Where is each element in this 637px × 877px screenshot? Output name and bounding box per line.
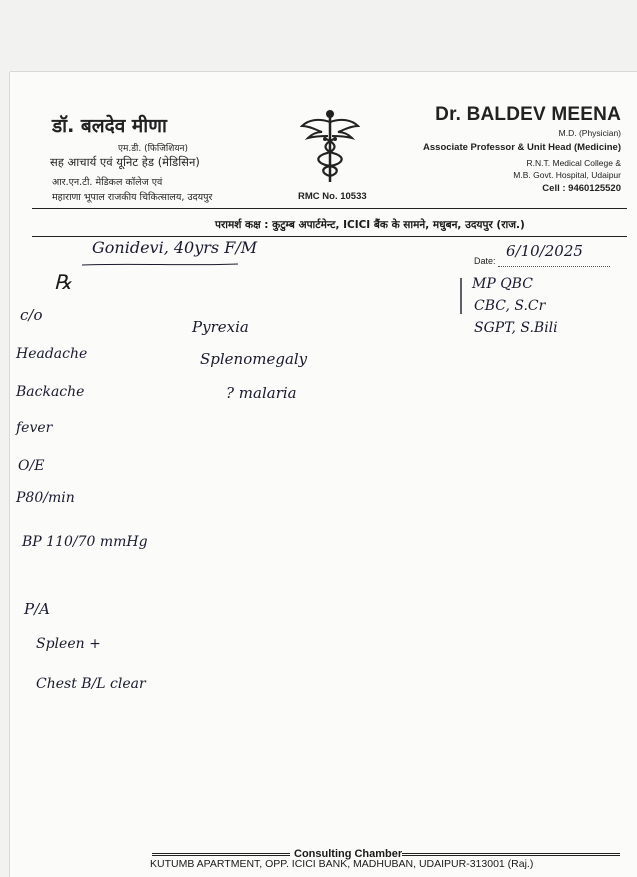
complaint-2: Backache xyxy=(16,384,85,400)
exam-bp: BP 110/70 mmHg xyxy=(22,534,148,550)
header-bottom-rule xyxy=(32,236,627,237)
diagnosis-3: ? malaria xyxy=(226,384,297,402)
diagnosis-2: Splenomegaly xyxy=(200,350,308,368)
consulting-address-hindi: परामर्श कक्ष : कुटुम्ब अपार्टमेन्ट, ICICI बैंक के सामने, मधुबन, उदयपुर (राज.) xyxy=(215,219,525,231)
caduceus-icon xyxy=(300,108,360,184)
exam-pulse: P80/min xyxy=(16,490,75,506)
college-english: R.N.T. Medical College & xyxy=(526,158,621,168)
pa-finding-1: Spleen + xyxy=(36,636,101,652)
investigation-3: SGPT, S.Bili xyxy=(474,320,558,336)
hospital-hindi: महाराणा भूपाल राजकीय चिकित्सालय, उदयपुर xyxy=(52,192,213,203)
header-top-rule xyxy=(32,208,627,209)
designation-english: Associate Professor & Unit Head (Medicine) xyxy=(423,142,621,153)
college-hindi: आर.एन.टी. मेडिकल कॉलेज एवं xyxy=(52,177,163,188)
qualification-hindi: एम.डी. (फिजिशियन) xyxy=(118,144,189,154)
pa-finding-2: Chest B/L clear xyxy=(36,676,146,692)
investigation-2: CBC, S.Cr xyxy=(474,298,546,314)
hospital-english: M.B. Govt. Hospital, Udaipur xyxy=(513,170,621,180)
footer-heading: Consulting Chamber xyxy=(294,848,403,860)
footer-rule-left xyxy=(152,853,290,856)
doctor-name-hindi: डॉ. बलदेव मीणा xyxy=(52,115,167,137)
patient-underline xyxy=(80,262,240,268)
doctor-name-english: Dr. BALDEV MEENA xyxy=(435,104,621,125)
qualification-english: M.D. (Physician) xyxy=(558,128,621,138)
rx-symbol: ℞ xyxy=(54,270,72,294)
rmc-number: RMC No. 10533 xyxy=(298,191,367,202)
pa-title: P/A xyxy=(24,600,50,618)
exam-title: O/E xyxy=(18,458,45,474)
complaints-title: c/o xyxy=(20,306,43,324)
investigation-bracket xyxy=(456,276,466,316)
designation-hindi: सह आचार्य एवं यूनिट हेड (मेडिसिन) xyxy=(50,155,200,169)
footer-address: KUTUMB APARTMENT, OPP. ICICI BANK, MADHUBAN, UDAIPUR-313001 (Raj.) xyxy=(150,858,534,870)
date-label: Date: xyxy=(474,256,496,266)
patient-name: Gonidevi, 40yrs F/M xyxy=(92,238,258,257)
investigation-1: MP QBC xyxy=(472,276,533,292)
date-line xyxy=(498,266,610,267)
diagnosis-1: Pyrexia xyxy=(192,318,249,336)
cell-number: Cell : 9460125520 xyxy=(542,183,621,194)
complaint-1: Headache xyxy=(16,346,88,362)
date-value: 6/10/2025 xyxy=(506,242,583,260)
footer-rule-right xyxy=(402,853,620,856)
complaint-3: fever xyxy=(16,420,53,436)
